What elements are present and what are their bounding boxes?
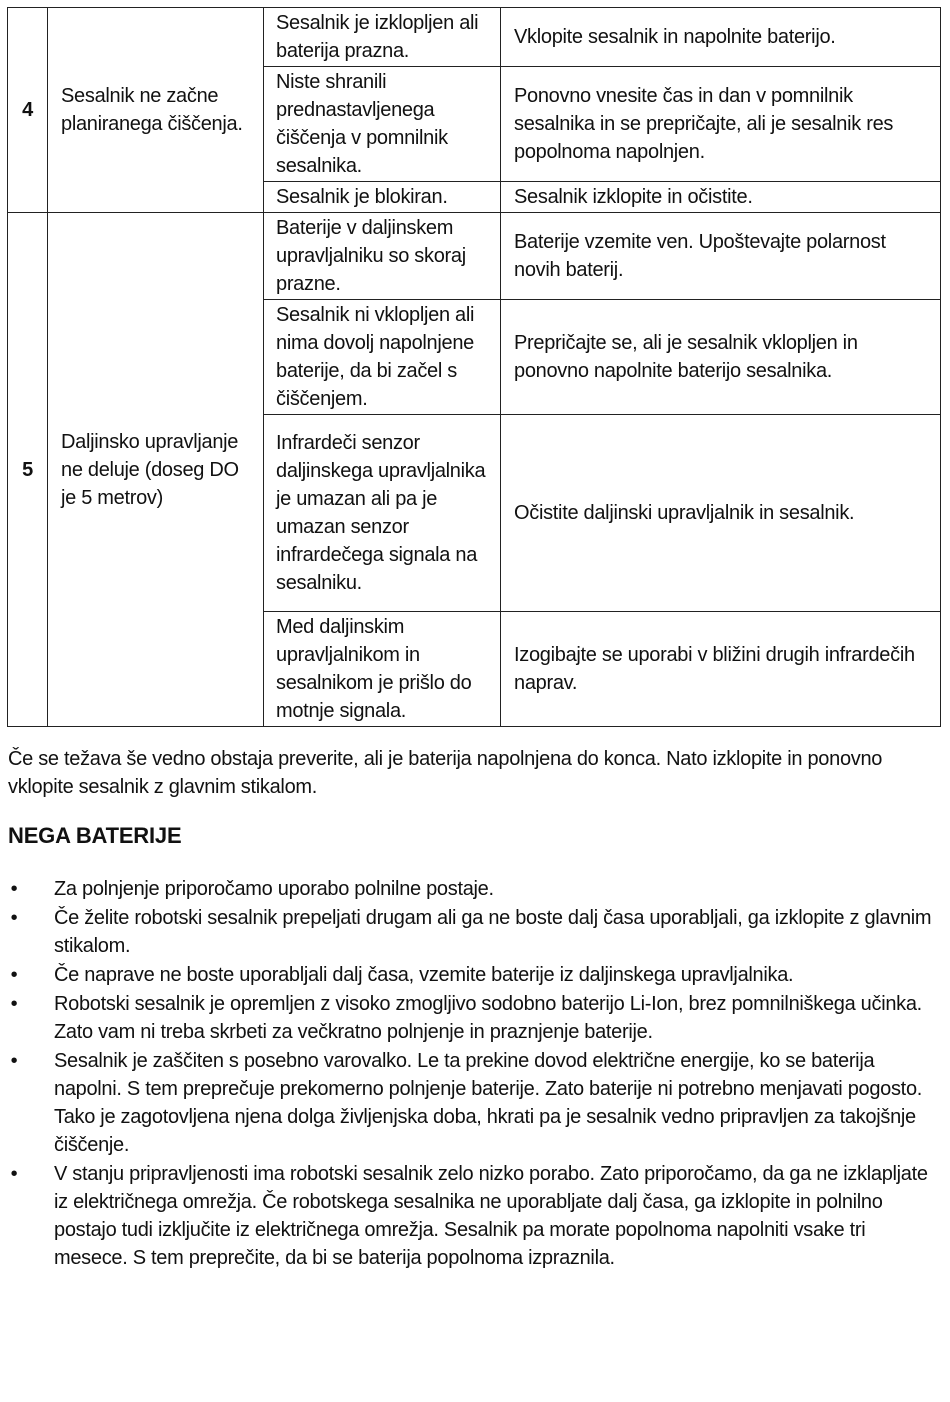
list-item (8, 990, 943, 1046)
cause-cell: Sesalnik je izklopljen ali baterija prazna. (264, 8, 501, 67)
battery-care-list (8, 875, 943, 1273)
list-item (8, 875, 943, 903)
problem-cell: Sesalnik ne začne planiranega čiščenja. (48, 8, 264, 213)
solution-cell: Očistite daljinski upravljalnik in sesalnik. (501, 415, 941, 612)
restart-note: Če se težava še vedno obstaja preverite, ali je baterija napolnjena do konca. Nato izklopite in ponovno vklopite sesalnik z glavnim stikalom. (8, 748, 883, 798)
bullet-icon: • (10, 1050, 18, 1072)
solution-cell: Sesalnik izklopite in očistite. (501, 182, 941, 213)
row-number: 4 (8, 8, 48, 213)
cause-cell: Sesalnik je blokiran. (264, 182, 501, 213)
problem-cell: Daljinsko upravljanje ne deluje (doseg DO je 5 metrov) (48, 213, 264, 727)
list-item-text: Sesalnik je zaščiten s posebno varovalko. Le ta prekine dovod električne energije, ko se baterija napolni. S tem preprečuje prekomerno polnjenje baterije. Zato baterije ni potrebno menjavati pogosto. Tako je zagotovljena njena dolga življenjska doba, hkrati pa je sesalnik vedno pripravljen za takojšnje čiščenje. (54, 1050, 923, 1156)
solution-cell: Prepričajte se, ali je sesalnik vklopljen in ponovno napolnite baterijo sesalnika. (501, 300, 941, 415)
list-item (8, 1160, 943, 1272)
bullet-icon: • (10, 1163, 18, 1185)
table-row (8, 8, 941, 67)
list-item-text: Za polnjenje priporočamo uporabo polnilne postaje. (54, 878, 494, 900)
list-item-text: Če želite robotski sesalnik prepeljati drugam ali ga ne boste dalj časa uporabljali, ga izklopite z glavnim stikalom. (54, 907, 932, 957)
solution-cell: Izogibajte se uporabi v bližini drugih infrardečih naprav. (501, 612, 941, 727)
cause-cell: Med daljinskim upravljalnikom in sesalnikom je prišlo do motnje signala. (264, 612, 501, 727)
cause-cell: Sesalnik ni vklopljen ali nima dovolj napolnjene baterije, da bi začel s čiščenjem. (264, 300, 501, 415)
table-row (8, 213, 941, 300)
cause-cell: Niste shranili prednastavljenega čiščenja v pomnilnik sesalnika. (264, 67, 501, 182)
list-item (8, 1047, 943, 1159)
cause-cell: Baterije v daljinskem upravljalniku so skoraj prazne. (264, 213, 501, 300)
row-number: 5 (8, 213, 48, 727)
solution-cell: Ponovno vnesite čas in dan v pomnilnik sesalnika in se prepričajte, ali je sesalnik res popolnoma napolnjen. (501, 67, 941, 182)
list-item-text: Robotski sesalnik je opremljen z visoko zmogljivo sodobno baterijo Li-Ion, brez pomnilniškega učinka. Zato vam ni treba skrbeti za večkratno polnjenje in praznjenje baterije. (54, 993, 922, 1043)
bullet-icon: • (10, 878, 18, 900)
bullet-icon: • (10, 993, 18, 1015)
cause-cell: Infrardeči senzor daljinskega upravljalnika je umazan ali pa je umazan senzor infrardečega signala na sesalniku. (264, 415, 501, 612)
list-item-text: V stanju pripravljenosti ima robotski sesalnik zelo nizko porabo. Zato priporočamo, da ga ne izklapljate iz električnega omrežja. Če robotskega sesalnika ne uporabljate dalj časa, ga izklopite in polnilno postajo tudi izključite iz električnega omrežja. Sesalnik pa morate popolnoma napolniti vsake tri mesece. S tem preprečite, da bi se baterija popolnoma izpraznila. (54, 1163, 928, 1269)
troubleshooting-table (7, 7, 941, 727)
solution-cell: Vklopite sesalnik in napolnite baterijo. (501, 8, 941, 67)
bullet-icon: • (10, 907, 18, 929)
solution-cell: Baterije vzemite ven. Upoštevajte polarnost novih baterij. (501, 213, 941, 300)
list-item (8, 961, 943, 989)
list-item-text: Če naprave ne boste uporabljali dalj časa, vzemite baterije iz daljinskega upravljalnika. (54, 964, 794, 986)
bullet-icon: • (10, 964, 18, 986)
section-title: NEGA BATERIJE (8, 823, 182, 848)
list-item (8, 904, 943, 960)
